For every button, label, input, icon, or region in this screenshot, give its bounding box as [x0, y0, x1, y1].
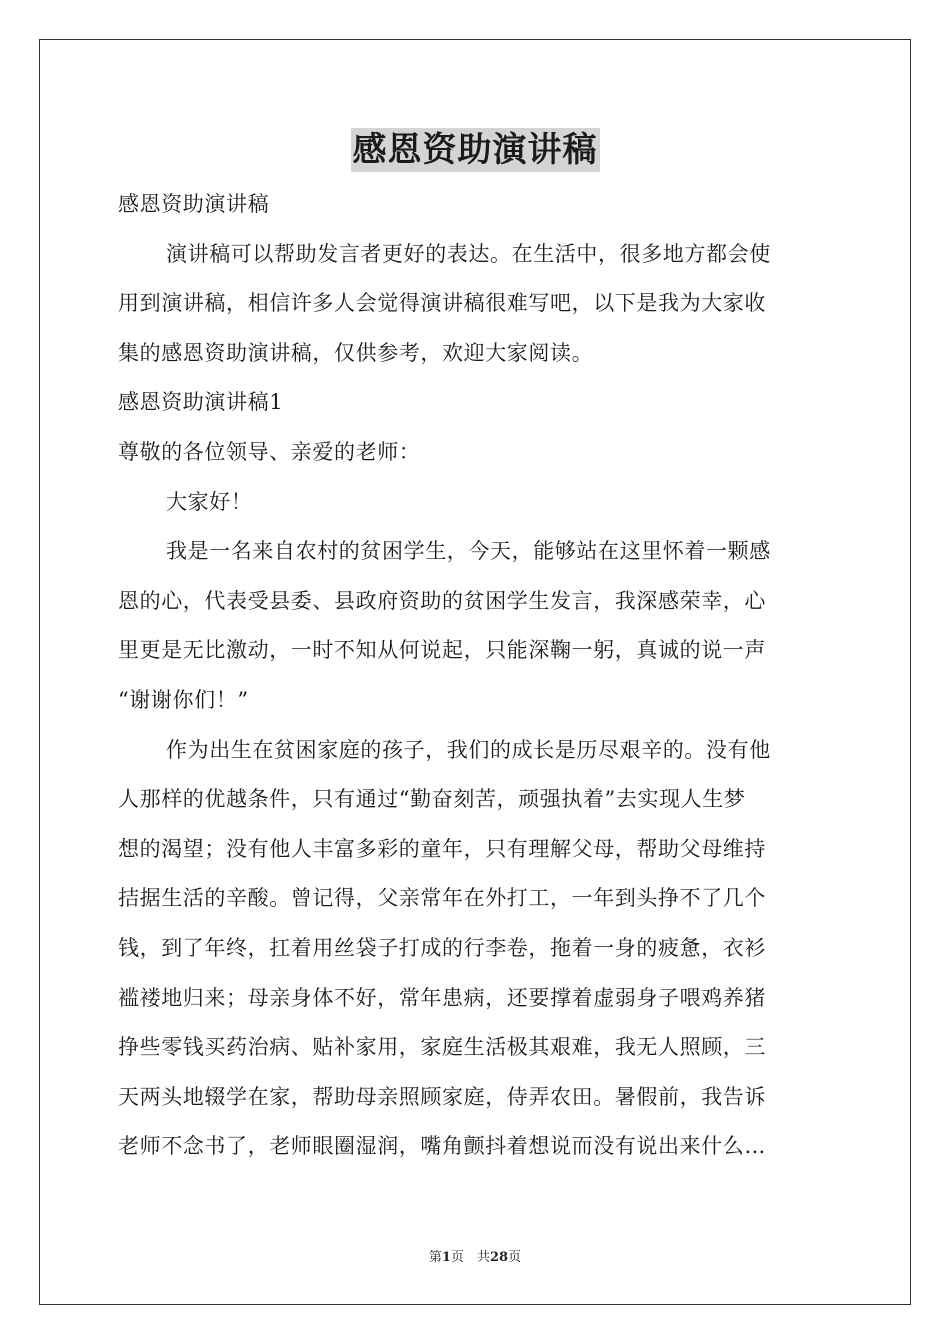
- text-line: 钱，到了年终，扛着用丝袋子打成的行李卷，拖着一身的疲惫，衣衫: [118, 935, 766, 960]
- text-line: 里更是无比激动，一时不知从何说起，只能深鞠一躬，真诚的说一声: [118, 638, 766, 663]
- text-line: “谢谢你们！”: [118, 687, 249, 712]
- text-line: 人那样的优越条件，只有通过“勤奋刻苦，顽强执着”去实现人生梦: [118, 787, 746, 812]
- text-line: 褴褛地归来；母亲身体不好，常年患病，还要撑着虚弱身子喂鸡养猪: [118, 985, 766, 1010]
- text-line: 用到演讲稿，相信许多人会觉得演讲稿很难写吧，以下是我为大家收: [118, 291, 766, 316]
- document-body: [118, 180, 832, 1172]
- text-line: 挣些零钱买药治病、贴补家用，家庭生活极其艰难，我无人照顾，三: [118, 1035, 766, 1060]
- text-line: 我是一名来自农村的贫困学生，今天，能够站在这里怀着一颗感: [166, 539, 771, 564]
- text-line: 演讲稿可以帮助发言者更好的表达。在生活中，很多地方都会使: [166, 241, 771, 266]
- text-line: 大家好！: [166, 489, 253, 514]
- text-line: 拮据生活的辛酸。曾记得，父亲常年在外打工，一年到头挣不了几个: [118, 886, 766, 911]
- text-line: 恩的心，代表受县委、县政府资助的贫困学生发言，我深感荣幸，心: [118, 588, 766, 613]
- text-line: 老师不念书了，老师眼圈湿润，嘴角颤抖着想说而没有说出来什么…: [118, 1134, 766, 1159]
- document-title: 感恩资助演讲稿: [352, 130, 598, 170]
- footer-suffix: 页: [508, 1250, 522, 1265]
- text-line: 作为出生在贫困家庭的孩子，我们的成长是历尽艰辛的。没有他: [166, 737, 771, 762]
- title-wrap: [0, 128, 950, 172]
- footer-mid: 页 共: [450, 1250, 490, 1265]
- footer-current-page: 1: [441, 1250, 451, 1265]
- text-line: 集的感恩资助演讲稿，仅供参考，欢迎大家阅读。: [118, 340, 594, 365]
- text-line: 感恩资助演讲稿1: [118, 390, 284, 415]
- footer-prefix: 第: [428, 1250, 442, 1265]
- text-line: 感恩资助演讲稿: [118, 192, 270, 216]
- page-footer: [0, 1246, 950, 1265]
- text-line: 尊敬的各位领导、亲爱的老师：: [118, 439, 421, 464]
- footer-total-pages: 28: [489, 1250, 509, 1265]
- text-line: 天两头地辍学在家，帮助母亲照顾家庭，侍弄农田。暑假前，我告诉: [118, 1084, 766, 1109]
- text-line: 想的渴望；没有他人丰富多彩的童年，只有理解父母，帮助父母维持: [118, 836, 766, 861]
